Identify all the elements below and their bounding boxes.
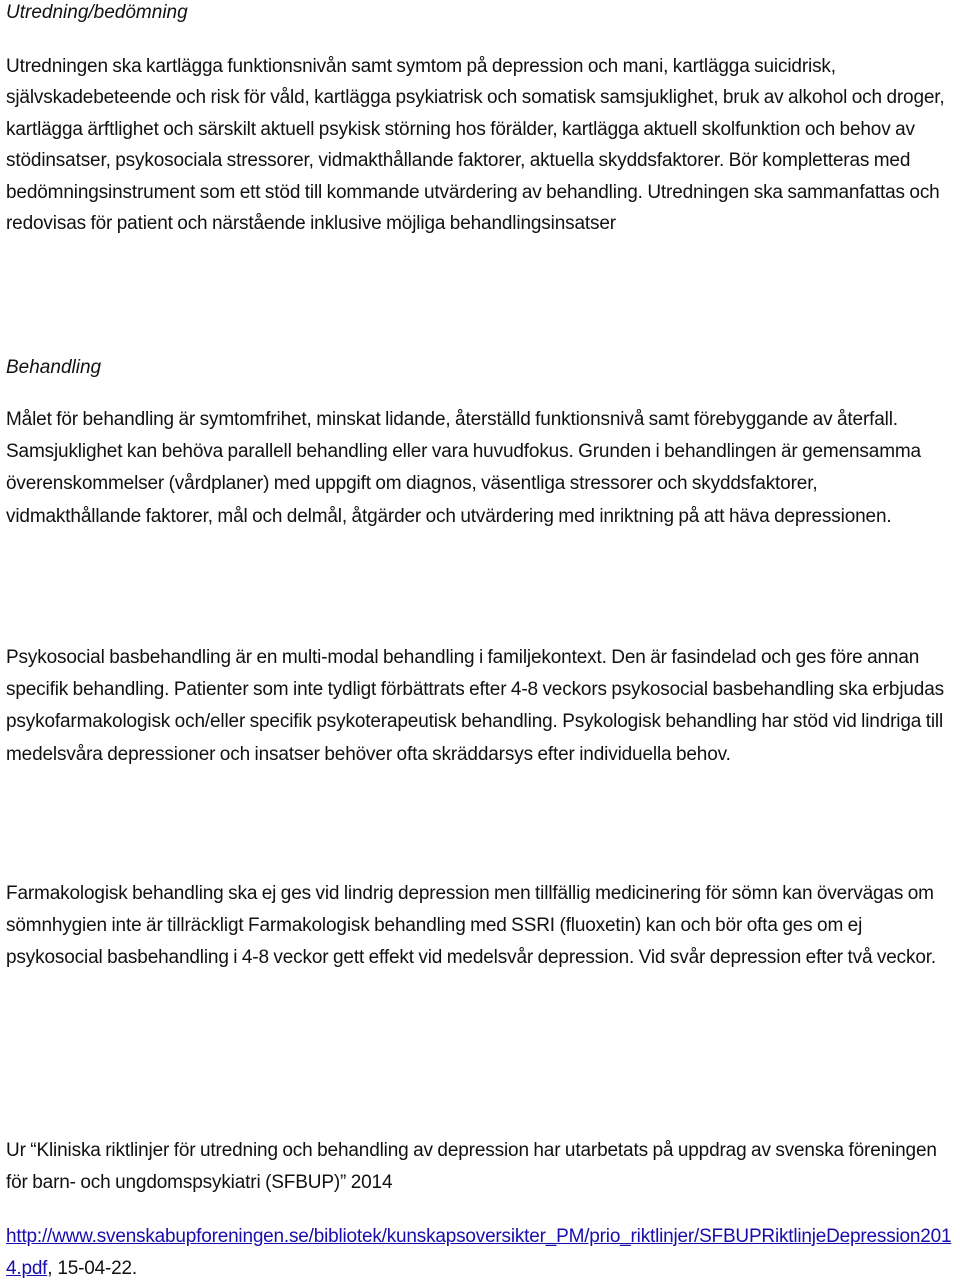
paragraph-assessment — [6, 51, 954, 239]
source-date: , 15-04-22. — [47, 1258, 137, 1279]
paragraph-treatment-text: Målet för behandling är symtomfrihet, minskat lidande, återställd funktionsnivå samt förebyggande av återfall. Samsjuklighet kan behöva parallell behandling eller vara huvudfokus. Grunden i behandlingen är gemensamma överenskommelser (vårdplaner) med uppgift om diagnos, väsentliga stressorer och skyddsfaktorer, vidmakthållande faktorer, mål och delmål, åtgärder och utvärdering med inriktning på att häva depressionen. — [6, 409, 921, 527]
paragraph-assessment-text: Utredningen ska kartlägga funktionsnivån samt symtom på depression och mani, kartlägga suicidrisk, självskadebeteende och risk för våld, kartlägga psykiatrisk och somatisk samsjuklighet, bruk av alkohol och droger, kartlägga ärftlighet och särskilt aktuell psykisk störning hos förälder, kartlägga aktuell skolfunktion och behov av stödinsatser, psykosociala stressorer, vidmakthållande faktorer, aktuella skyddsfaktorer. Bör kompletteras med bedömningsinstrument som ett stöd till kommande utvärdering av behandling. Utredningen ska sammanfattas och redovisas för patient och närstående inklusive möjliga behandlingsinsatser — [6, 56, 945, 235]
paragraph-pharmacological — [6, 878, 954, 975]
paragraph-psychosocial-text: Psykosocial basbehandling är en multi-modal behandling i familjekontext. Den är fasindelad och ges före annan specifik behandling. Patienter som inte tydligt förbättrats efter 4-8 veckors psykosocial basbehandling ska erbjudas psykofarmakologisk och/eller specifik psykoterapeutisk behandling. Psykologisk behandling har stöd vid lindriga till medelsvåra depressioner och insatser behöver ofta skräddarsys efter individuella behov. — [6, 647, 944, 765]
paragraph-treatment — [6, 404, 954, 533]
paragraph-source-text: Ur “Kliniska riktlinjer för utredning och behandling av depression har utarbetats på uppdrag av svenska föreningen för barn- och ungdomspsykiatri (SFBUP)” 2014 — [6, 1140, 937, 1194]
paragraph-pharmacological-text: Farmakologisk behandling ska ej ges vid lindrig depression men tillfällig medicinering för sömn kan övervägas om sömnhygien inte är tillräckligt Farmakologisk behandling med SSRI (fluoxetin) kan och bör ofta ges om ej psykosocial basbehandling i 4-8 veckor gett effekt vid medelsvår depression. Vid svår depression efter två veckor. — [6, 883, 937, 969]
source-reference — [6, 1221, 954, 1285]
section-heading-assessment: Utredning/bedömning — [6, 2, 188, 23]
source-link[interactable]: http://www.svenskabupforeningen.se/bibliotek/kunskapsoversikter_PM/prio_riktlinjer/SFBUPRiktlinjeDepression2014.pdf — [6, 1226, 952, 1279]
section-heading-treatment: Behandling — [6, 357, 102, 378]
paragraph-source — [6, 1135, 954, 1199]
paragraph-psychosocial — [6, 642, 954, 771]
